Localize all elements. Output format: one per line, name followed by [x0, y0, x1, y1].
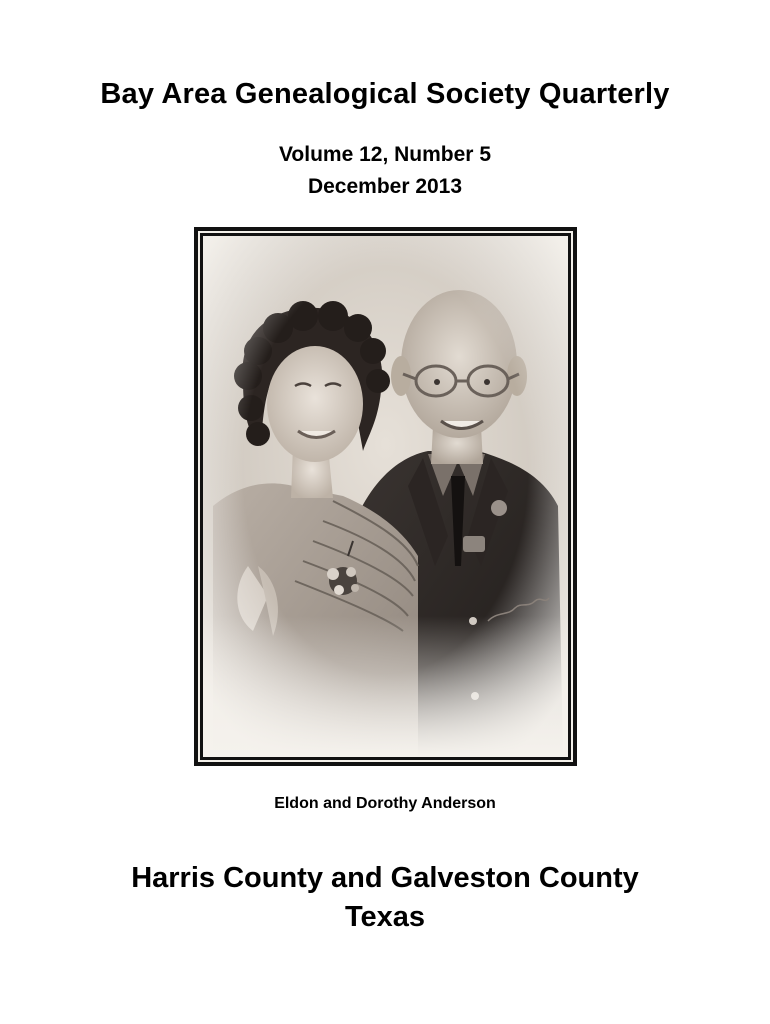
issue-date: December 2013	[307, 175, 463, 198]
couple-portrait-photo	[203, 236, 568, 757]
region-title: Harris County and Galveston County	[131, 862, 639, 894]
photo-frame	[194, 227, 577, 766]
photo-mat	[198, 231, 573, 762]
volume-number: Volume 12, Number 5	[278, 143, 491, 166]
region-state: Texas	[344, 901, 426, 933]
publication-title: Bay Area Genealogical Society Quarterly	[100, 78, 670, 110]
photo-caption: Eldon and Dorothy Anderson	[274, 795, 496, 812]
